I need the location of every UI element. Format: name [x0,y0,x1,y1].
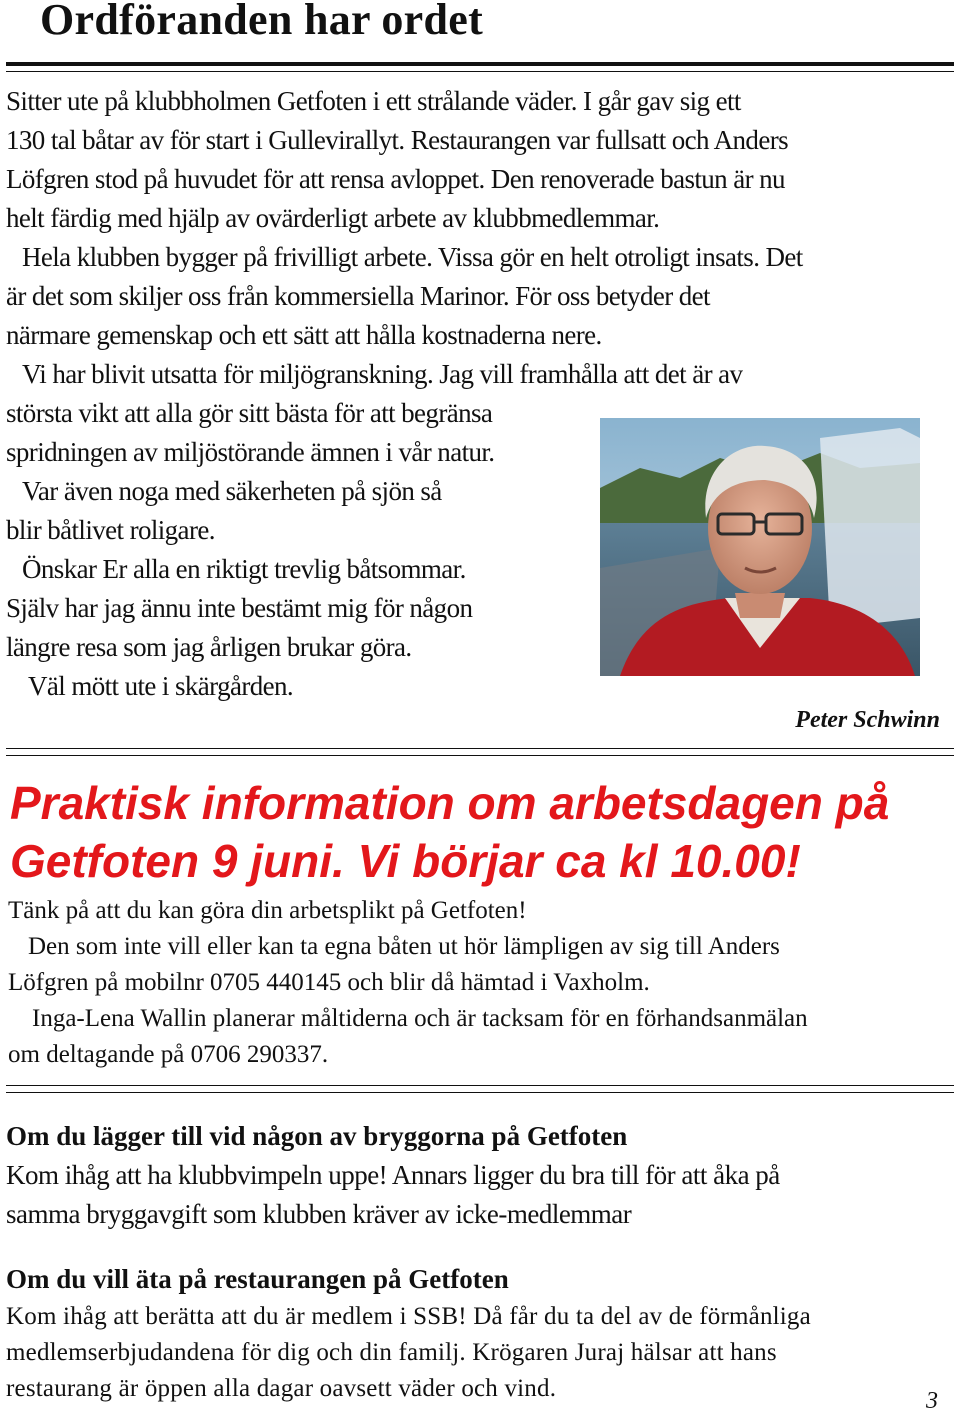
info-line: Tänk på att du kan göra din arbetsplikt på Getfoten! [8,897,527,924]
title-divider-thick [6,62,954,66]
info-line: Inga-Lena Wallin planerar måltiderna och är tacksam för en förhandsanmälan [32,1005,808,1032]
letter-line: Var även noga med säkerheten på sjön så [22,476,442,506]
letter-line: helt färdig med hjälp av ovärderligt arbete av klubbmedlemmar. [6,203,660,233]
page-title: Ordföranden har ordet [40,0,484,44]
letter-line: Väl mött ute i skärgården. [28,671,294,701]
restaurant-line: Kom ihåg att berätta att du är medlem i SSB! Då får du ta del av de förmånliga [6,1303,811,1330]
letter-line: är det som skiljer oss från kommersiella Marinor. För oss betyder det [6,281,710,311]
info-line: Löfgren på mobilnr 0705 440145 och blir då hämtad i Vaxholm. [8,969,650,996]
letter-line: Sitter ute på klubbholmen Getfoten i ett strålande väder. I går gav sig ett [6,86,741,116]
restaurant-heading: Om du vill äta på restaurangen på Getfoten [6,1264,509,1294]
letter-line: Själv har jag ännu inte bestämt mig för någon [6,593,473,623]
chairman-portrait-photo [600,418,920,676]
letter-line: Önskar Er alla en riktigt trevlig båtsommar. [22,554,466,584]
title-divider-thin [6,71,954,72]
section-divider [6,1092,954,1093]
practical-info-heading-line1: Praktisk information om arbetsdagen på [10,777,890,829]
info-line: Den som inte vill eller kan ta egna båten ut hör lämpligen av sig till Anders [28,933,780,960]
signature: Peter Schwinn [795,707,940,733]
letter-line: 130 tal båtar av för start i Gullevirallyt. Restaurangen var fullsatt och Anders [6,125,789,155]
letter-line: spridningen av miljöstörande ämnen i vår natur. [6,437,495,467]
letter-line: Vi har blivit utsatta för miljögranskning. Jag vill framhålla att det är av [22,359,743,389]
restaurant-line: restaurang är öppen alla dagar oavsett väder och vind. [6,1375,557,1402]
letter-line: längre resa som jag årligen brukar göra. [6,632,412,662]
practical-info-heading-line2: Getfoten 9 juni. Vi börjar ca kl 10.00! [10,835,801,887]
letter-line: blir båtlivet roligare. [6,515,215,545]
restaurant-line: medlemserbjudandena för dig och din familj. Krögaren Juraj hälsar att hans [6,1339,777,1366]
page-number: 3 [926,1388,938,1414]
letter-line: största vikt att alla gör sitt bästa för att begränsa [6,398,493,428]
letter-line: Löfgren stod på huvudet för att rensa avloppet. Den renoverade bastun är nu [6,164,785,194]
section-divider [6,755,954,756]
docking-line: Kom ihåg att ha klubbvimpeln uppe! Annars ligger du bra till för att åka på [6,1160,780,1190]
section-divider [6,1085,954,1086]
docking-line: samma bryggavgift som klubben kräver av icke-medlemmar [6,1199,632,1229]
info-line: om deltagande på 0706 290337. [8,1041,329,1068]
letter-line: närmare gemenskap och ett sätt att hålla kostnaderna nere. [6,320,602,350]
section-divider [6,748,954,749]
letter-line: Hela klubben bygger på frivilligt arbete. Vissa gör en helt otroligt insats. Det [22,242,803,272]
docking-heading: Om du lägger till vid någon av bryggorna på Getfoten [6,1121,628,1151]
